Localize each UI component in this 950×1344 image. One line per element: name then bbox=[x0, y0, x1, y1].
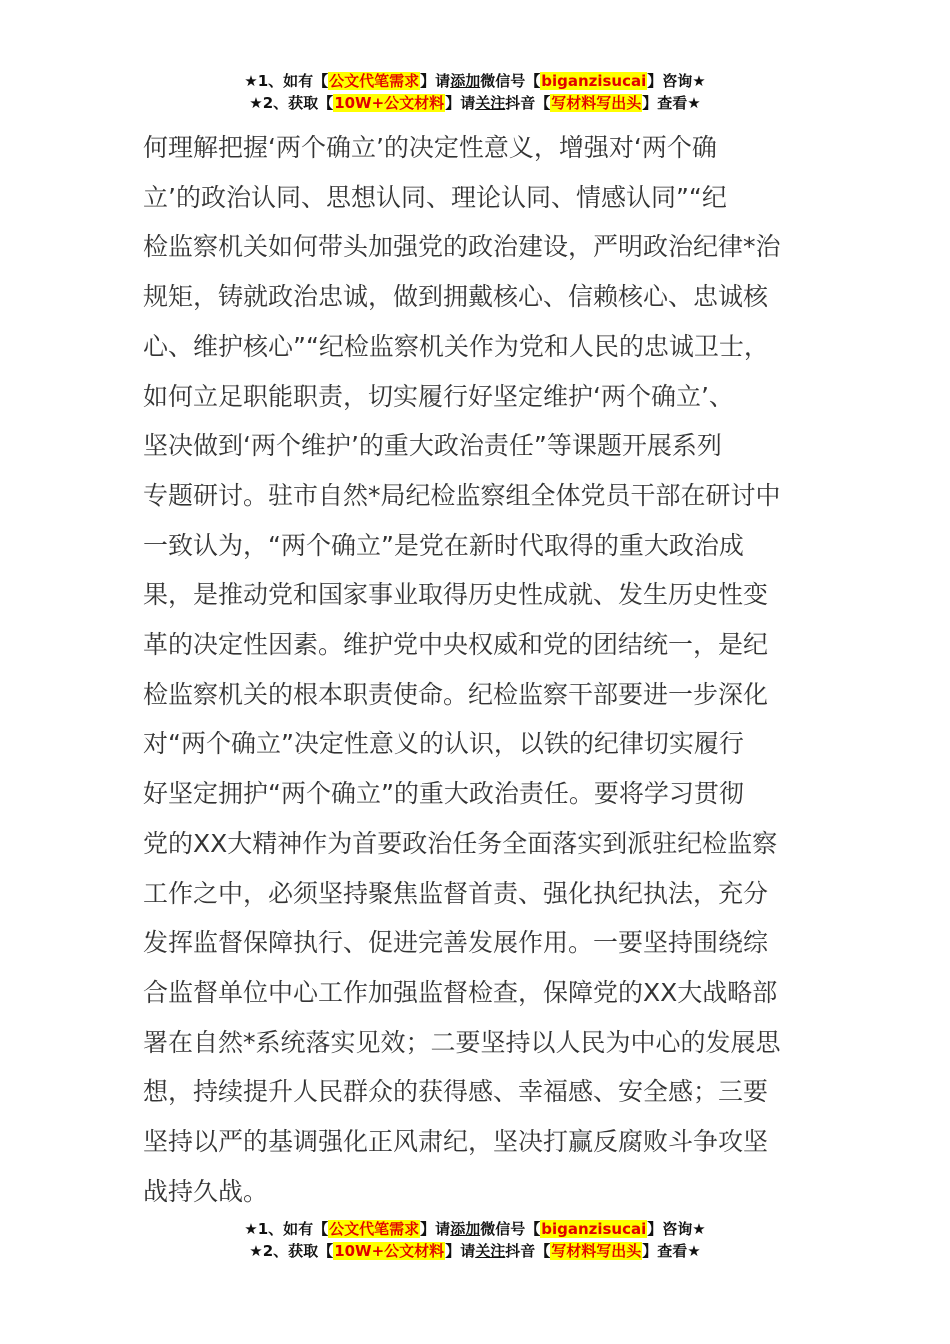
body-line: 战持久战。 bbox=[143, 1176, 269, 1206]
banner-line-1 bbox=[0, 70, 950, 92]
body-line: 工作之中，必须坚持聚焦监督首责、强化执纪执法，充分 bbox=[143, 878, 769, 908]
body-line: 如何立足职能职责，切实履行好坚定维护‘两个确立’、 bbox=[143, 381, 734, 411]
banner-text: 】请 bbox=[445, 1242, 476, 1260]
banner-text: 】请 bbox=[445, 94, 476, 112]
banner-highlight: biganzisucai bbox=[541, 72, 647, 90]
banner-text: ★1、如有【 bbox=[244, 72, 329, 90]
banner-highlight: 写材料写出头 bbox=[551, 1242, 642, 1260]
banner-highlight: biganzisucai bbox=[541, 1220, 647, 1238]
banner-line-1 bbox=[0, 1218, 950, 1240]
body-line: 署在自然*系统落实见效；二要坚持以人民为中心的发展思 bbox=[143, 1027, 781, 1057]
banner-text: 微信号【 bbox=[480, 1220, 541, 1238]
banner-highlight: 公文代笔需求 bbox=[329, 72, 420, 90]
banner-highlight: 10W+公文材料 bbox=[334, 1242, 445, 1260]
banner-text: 】查看★ bbox=[642, 1242, 701, 1260]
banner-text: ★2、获取【 bbox=[249, 1242, 334, 1260]
bottom-banner bbox=[0, 1218, 950, 1262]
banner-emphasis: 添加 bbox=[450, 1220, 481, 1238]
body-line: 想，持续提升人民群众的获得感、幸福感、安全感；三要 bbox=[143, 1077, 769, 1107]
body-line: 对“两个确立”决定性意义的认识，以铁的纪律切实履行 bbox=[143, 729, 744, 759]
banner-line-2 bbox=[0, 1240, 950, 1262]
banner-text: ★2、获取【 bbox=[249, 94, 334, 112]
body-line: 心、维护核心”“纪检监察机关作为党和人民的忠诚卫士， bbox=[143, 331, 769, 361]
banner-text: 微信号【 bbox=[480, 72, 541, 90]
banner-text: 】请 bbox=[420, 1220, 451, 1238]
body-line: 好坚定拥护“两个确立”的重大政治责任。要将学习贯彻 bbox=[143, 779, 744, 809]
body-line: 坚持以严的基调强化正风肃纪，坚决打赢反腐败斗争攻坚 bbox=[143, 1127, 769, 1157]
banner-highlight: 10W+公文材料 bbox=[334, 94, 445, 112]
body-line: 发挥监督保障执行、促进完善发展作用。一要坚持围绕综 bbox=[143, 928, 769, 958]
body-line: 何理解把握‘两个确立’的决定性意义，增强对‘两个确 bbox=[143, 133, 717, 162]
banner-emphasis: 添加 bbox=[450, 72, 481, 90]
banner-highlight: 公文代笔需求 bbox=[329, 1220, 420, 1238]
body-line: 果，是推动党和国家事业取得历史性成就、发生历史性变 bbox=[143, 580, 769, 610]
document-body bbox=[143, 123, 813, 1216]
body-line: 检监察机关的根本职责使命。纪检监察干部要进一步深化 bbox=[143, 679, 769, 709]
body-line: 坚决做到‘两个维护’的重大政治责任”等课题开展系列 bbox=[143, 431, 722, 461]
body-line: 革的决定性因素。维护党中央权威和党的团结统一，是纪 bbox=[143, 630, 769, 660]
body-line: 专题研讨。驻市自然*局纪检监察组全体党员干部在研讨中 bbox=[143, 480, 781, 510]
banner-text: 】咨询★ bbox=[647, 72, 706, 90]
body-line: 一致认为，“两个确立”是党在新时代取得的重大政治成 bbox=[143, 530, 744, 560]
banner-text: 抖音【 bbox=[505, 94, 551, 112]
top-banner bbox=[0, 70, 950, 114]
banner-text: 】请 bbox=[420, 72, 451, 90]
banner-emphasis: 关注 bbox=[475, 1242, 506, 1260]
body-line: 党的XX大精神作为首要政治任务全面落实到派驻纪检监察 bbox=[143, 828, 778, 858]
banner-text: 】查看★ bbox=[642, 94, 701, 112]
body-line: 立’的政治认同、思想认同、理论认同、情感认同”“纪 bbox=[143, 182, 727, 212]
banner-text: 】咨询★ bbox=[647, 1220, 706, 1238]
banner-highlight: 写材料写出头 bbox=[551, 94, 642, 112]
banner-emphasis: 关注 bbox=[475, 94, 506, 112]
banner-text: 抖音【 bbox=[505, 1242, 551, 1260]
body-line: 检监察机关如何带头加强党的政治建设，严明政治纪律*治 bbox=[143, 232, 781, 262]
banner-line-2 bbox=[0, 92, 950, 114]
body-line: 规矩，铸就政治忠诚，做到拥戴核心、信赖核心、忠诚核 bbox=[143, 282, 769, 312]
banner-text: ★1、如有【 bbox=[244, 1220, 329, 1238]
body-line: 合监督单位中心工作加强监督检查，保障党的XX大战略部 bbox=[143, 977, 778, 1007]
